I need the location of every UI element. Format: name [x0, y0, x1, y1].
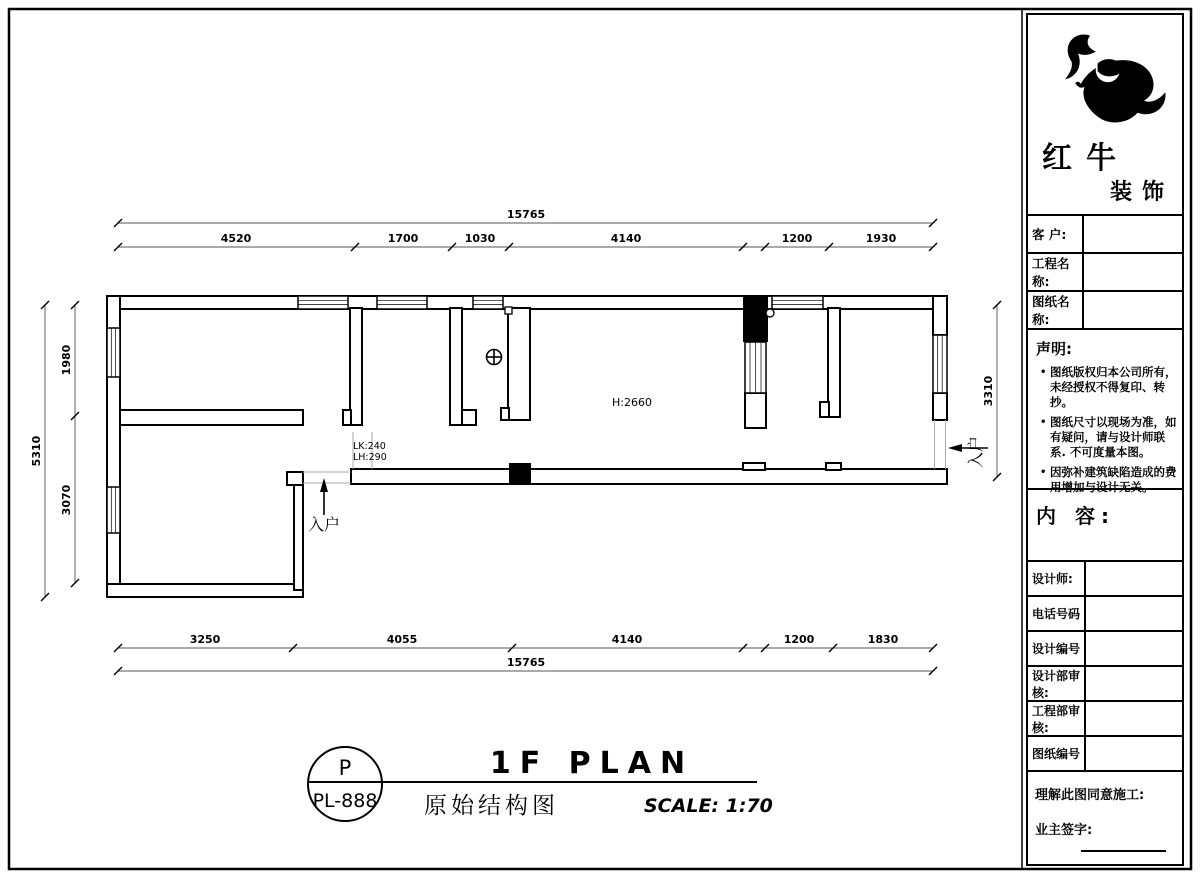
dim-bottom-2: 4055	[386, 633, 418, 646]
client-value	[1084, 216, 1182, 252]
drawing-value	[1084, 292, 1182, 328]
plan-scale: SCALE: 1:70	[644, 795, 773, 817]
brand-suffix: 装饰	[1109, 180, 1174, 205]
field-design-review	[1028, 667, 1182, 702]
dim-bottom-total: 15765	[506, 656, 546, 669]
approval-line: 理解此图同意施工:	[1035, 788, 1145, 803]
content-box: 内 容:	[1028, 490, 1182, 562]
dim-top-1: 4520	[220, 232, 252, 245]
dimension-ticks	[41, 219, 1001, 675]
eng-review-label: 工程部审核:	[1028, 702, 1086, 735]
sheet-code: PL-888	[312, 790, 378, 812]
client-label: 客 户:	[1028, 216, 1084, 252]
field-drawing-no	[1028, 737, 1182, 772]
dimension-lines	[45, 223, 997, 671]
statement-item: • 因弥补建筑缺陷造成的费用增加与设计无关。	[1040, 465, 1178, 495]
statement-item: • 图纸版权归本公司所有，未经授权不得复印、转抄。	[1040, 365, 1178, 410]
brand-name: 红牛	[1042, 141, 1130, 176]
field-phone	[1028, 597, 1182, 632]
drawing-no-value	[1086, 737, 1182, 770]
titleblock-panel	[1026, 13, 1184, 866]
sheet-border	[9, 9, 1191, 869]
lintel-lk-label: LK:240	[353, 441, 386, 452]
dim-left-1: 1980	[60, 344, 73, 376]
design-no-label: 设计编号	[1028, 632, 1086, 665]
plan-title-en: 1F PLAN	[489, 746, 695, 781]
signature-line	[1081, 850, 1166, 852]
logo-box	[1028, 15, 1182, 216]
statement-list	[1036, 365, 1178, 495]
dim-bottom-4: 1200	[783, 633, 815, 646]
dim-left-total: 5310	[30, 435, 43, 467]
approval-box	[1028, 772, 1182, 864]
dim-bottom-1: 3250	[189, 633, 221, 646]
dim-top-6: 1930	[865, 232, 897, 245]
entry-label-right: 入户	[966, 435, 985, 469]
owner-sign-label: 业主签字:	[1035, 823, 1093, 838]
field-design-no	[1028, 632, 1182, 667]
dim-top-4: 4140	[610, 232, 642, 245]
dim-bottom-5: 1830	[867, 633, 899, 646]
phone-label: 电话号码	[1028, 597, 1086, 630]
entry-label-bottom: 入户	[307, 515, 341, 534]
dim-right-total: 3310	[982, 375, 995, 407]
project-label: 工程名称:	[1028, 254, 1084, 290]
phone-value	[1086, 597, 1182, 630]
redbull-logo-icon	[1040, 25, 1170, 130]
lintel-lh-label: LH:290	[353, 452, 387, 463]
dim-top-2: 1700	[387, 232, 419, 245]
design-no-value	[1086, 632, 1182, 665]
statement-box	[1028, 330, 1182, 494]
design-review-label: 设计部审核:	[1028, 667, 1086, 700]
title-bar	[308, 746, 773, 821]
floorplan-walls	[107, 296, 947, 597]
room-height-label: H:2660	[612, 396, 652, 409]
field-drawing	[1028, 292, 1182, 330]
statement-item: • 图纸尺寸以现场为准，如有疑问，请与设计师联系. 不可度量本图。	[1040, 415, 1178, 460]
concrete-columns	[509, 296, 768, 484]
dim-top-5: 1200	[781, 232, 813, 245]
field-designer	[1028, 562, 1182, 597]
design-review-value	[1086, 667, 1182, 700]
statement-title: 声明:	[1036, 340, 1072, 358]
dim-top-total: 15765	[506, 208, 546, 221]
eng-review-value	[1086, 702, 1182, 735]
dim-bottom-3: 4140	[611, 633, 643, 646]
field-client	[1028, 216, 1182, 254]
field-eng-review	[1028, 702, 1182, 737]
field-project	[1028, 254, 1182, 292]
drawing-no-label: 图纸编号	[1028, 737, 1086, 770]
dim-left-2: 3070	[60, 484, 73, 516]
dim-top-3: 1030	[464, 232, 496, 245]
entry-arrow-up	[320, 478, 328, 515]
project-value	[1084, 254, 1182, 290]
sheet-letter: P	[338, 756, 352, 780]
designer-value	[1086, 562, 1182, 595]
plan-title-cn: 原始结构图	[424, 793, 559, 819]
designer-label: 设计师:	[1028, 562, 1086, 595]
crosshair-symbol	[486, 349, 502, 365]
drawing-label: 图纸名称:	[1028, 292, 1084, 328]
